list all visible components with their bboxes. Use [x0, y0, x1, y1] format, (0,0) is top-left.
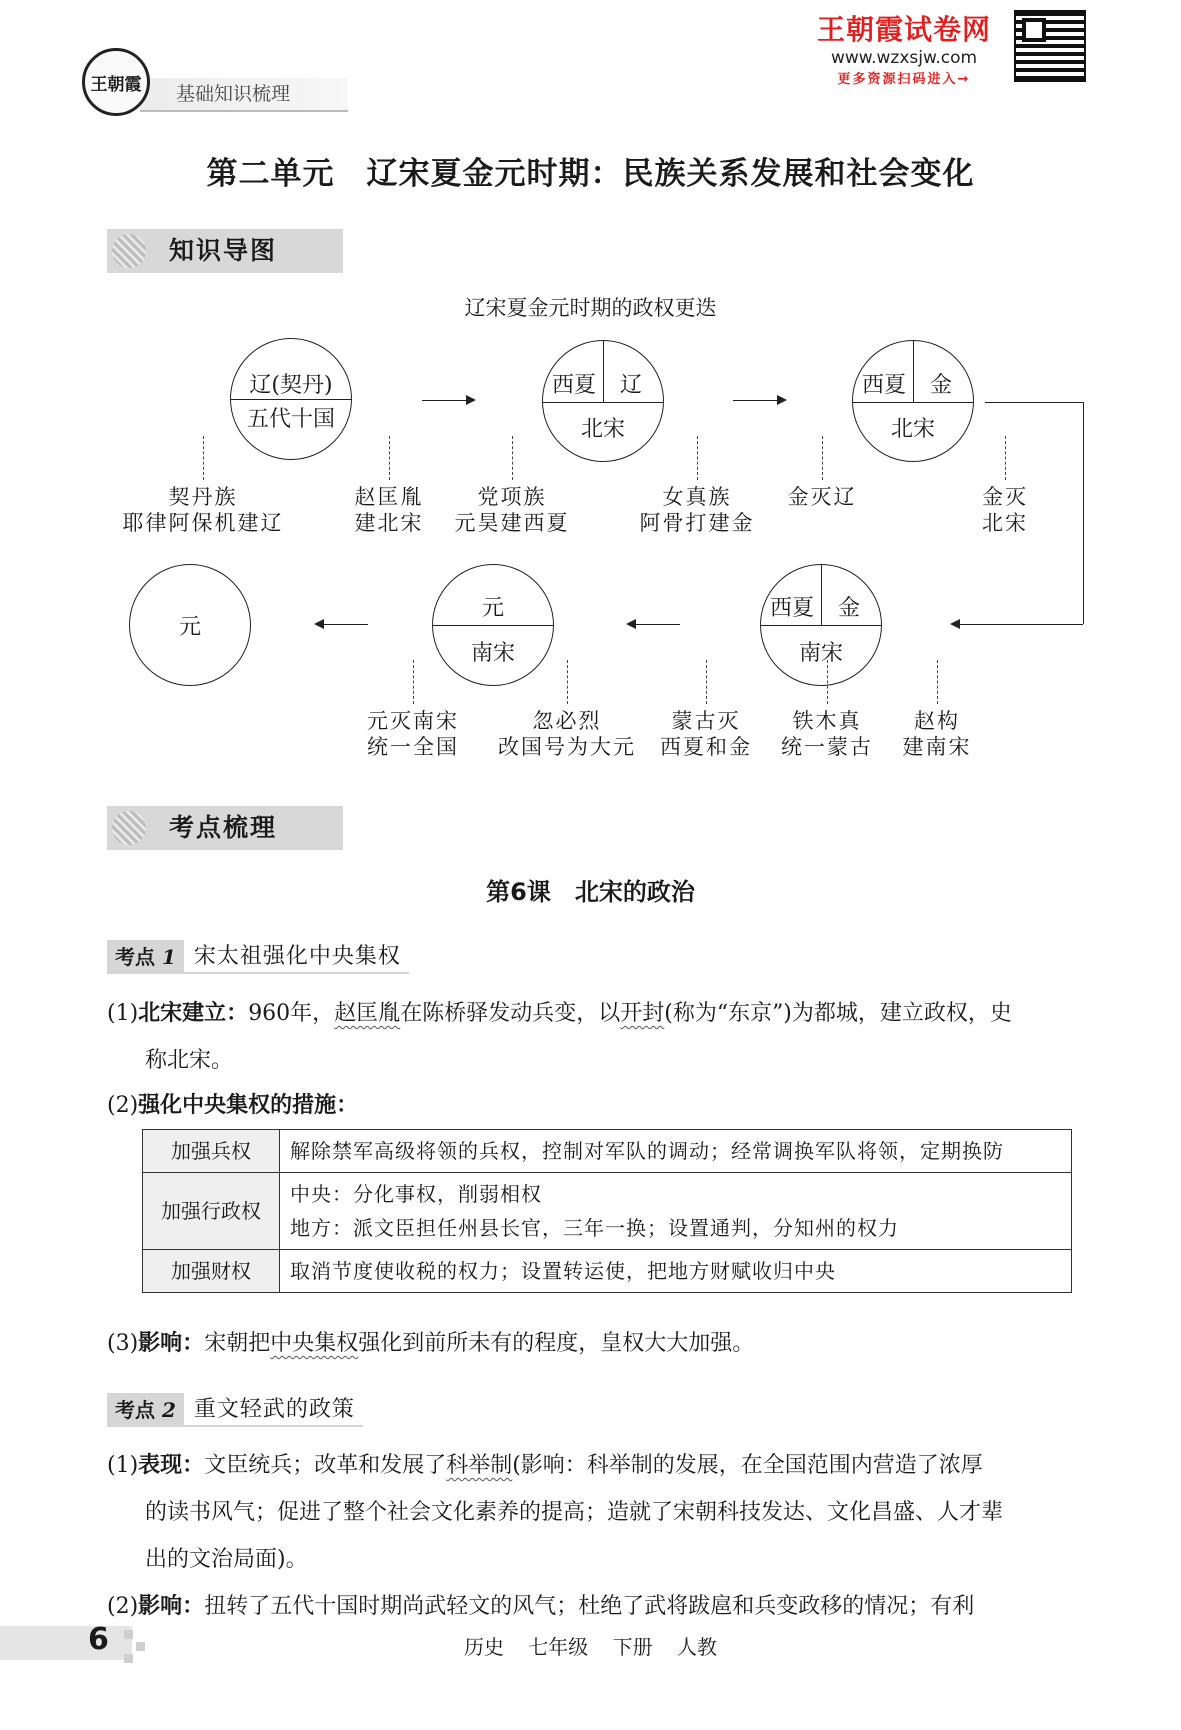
circle-label: 北宋	[890, 417, 935, 442]
arrow-left-icon	[316, 624, 368, 625]
table-key: 加强行政权	[143, 1173, 280, 1250]
event-label: 赵匡胤 建北宋	[354, 485, 424, 535]
table-value: 中央：分化事权，削弱相权 地方：派文臣担任州县长官，三年一换；设置通判，分知州的权力	[280, 1173, 1072, 1250]
banner-dot-icon	[112, 811, 146, 845]
brand-name: 王朝霞试卷网	[816, 13, 991, 46]
measures-table	[142, 1129, 1072, 1293]
dashed-leader	[822, 436, 823, 480]
brand-url[interactable]: www.wzxsjw.com	[830, 48, 978, 68]
paragraph-4: (1)表现：文臣统兵；改革和发展了科举制(影响：科举制的发展，在全国范围内营造了浓厚 的读书风气；促进了整个社会文化素养的提高；造就了宋朝科技发达、文化昌盛、人才辈 出的文治局面)。	[107, 1453, 1004, 1572]
dashed-leader	[203, 436, 204, 480]
header-rule	[140, 110, 348, 112]
circle-label: 西夏	[551, 373, 596, 398]
lesson-title: 第6课 北宋的政治	[486, 878, 695, 906]
dashed-leader	[827, 660, 828, 704]
table-row	[143, 1173, 1072, 1250]
circle-label: 南宋	[798, 641, 843, 666]
header-tab: 基础知识梳理	[140, 78, 348, 110]
dashed-leader	[567, 660, 568, 704]
event-label: 女真族 阿骨打建金	[639, 485, 755, 535]
event-label: 契丹族 耶律阿保机建辽	[122, 485, 284, 535]
circle-label: 辽	[619, 373, 642, 398]
paragraph-1: (1)北宋建立：960年，赵匡胤在陈桥驿发动兵变，以开封(称为“东京”)为都城，建立政权，史 称北宋。	[107, 1001, 1012, 1073]
table-value: 取消节度使收税的权力；设置转运使，把地方财赋收归中央	[280, 1250, 1072, 1293]
brand-block	[817, 8, 991, 87]
paragraph-3: (3)影响：宋朝把中央集权强化到前所未有的程度，皇权大大加强。	[107, 1331, 755, 1356]
key-point-name: 重文轻武的政策	[184, 1393, 363, 1427]
circle-label: 南宋	[470, 641, 515, 666]
circle-divider	[433, 625, 553, 626]
dashed-leader	[937, 660, 938, 704]
circle-label: 金	[929, 373, 952, 398]
footer-info: 历史 七年级 下册 人教	[463, 1635, 718, 1659]
unit-title: 第二单元 辽宋夏金元时期：民族关系发展和社会变化	[206, 156, 975, 192]
dashed-leader	[512, 436, 513, 480]
key-point-tag: 考点 2	[107, 1393, 184, 1427]
table-row	[143, 1130, 1072, 1173]
circle-label: 元	[481, 596, 504, 621]
circle-divider	[913, 341, 914, 402]
connector-line	[1083, 402, 1084, 624]
circle-label: 金	[837, 596, 860, 621]
publisher-logo: 王朝霞	[82, 48, 150, 116]
arrow-right-icon	[733, 400, 785, 401]
brand-slogan: 更多资源扫码进入→	[837, 72, 971, 87]
table-key: 加强财权	[143, 1250, 280, 1293]
event-label: 元灭南宋 统一全国	[367, 709, 459, 759]
event-label: 铁木真 统一蒙古	[781, 709, 873, 759]
event-label: 忽必烈 改国号为大元	[498, 709, 636, 759]
event-label: 赵构 建南宋	[902, 709, 972, 759]
page-number: 6	[88, 1622, 109, 1657]
circle-divider	[603, 341, 604, 402]
circle-label: 五代十国	[246, 407, 335, 432]
dashed-leader	[697, 436, 698, 480]
circle-label: 西夏	[861, 373, 906, 398]
circle-divider	[853, 402, 973, 403]
circle-label: 辽(契丹)	[249, 373, 333, 398]
circle-divider	[821, 565, 822, 625]
key-point-1	[107, 940, 409, 974]
circle-divider	[761, 625, 881, 626]
table-key: 加强兵权	[143, 1130, 280, 1173]
dashed-leader	[389, 436, 390, 480]
arrow-right-icon	[422, 400, 474, 401]
dashed-leader	[413, 660, 414, 704]
qr-code-icon[interactable]	[1014, 10, 1086, 82]
section-banner-review: 考点梳理	[107, 806, 343, 850]
section-banner-map: 知识导图	[107, 229, 343, 273]
circle-divider	[231, 399, 351, 400]
diagram-title: 辽宋夏金元时期的政权更迭	[464, 296, 717, 320]
event-label: 蒙古灭 西夏和金	[660, 709, 752, 759]
arrow-left-icon	[628, 624, 680, 625]
banner-dot-icon	[112, 234, 146, 268]
paragraph-2: (2)强化中央集权的措施：	[107, 1093, 359, 1118]
connector-line	[985, 402, 1083, 403]
event-label: 金灭辽	[787, 485, 857, 509]
circle-label: 元	[178, 615, 201, 640]
key-point-tag: 考点 1	[107, 940, 184, 974]
key-point-2	[107, 1393, 363, 1427]
circle-divider	[543, 402, 663, 403]
key-point-name: 宋太祖强化中央集权	[184, 940, 409, 974]
table-row	[143, 1250, 1072, 1293]
dashed-leader	[706, 660, 707, 704]
table-value: 解除禁军高级将领的兵权，控制对军队的调动；经常调换军队将领，定期换防	[280, 1130, 1072, 1173]
event-label: 党项族 元昊建西夏	[454, 485, 570, 535]
circle-label: 西夏	[769, 596, 814, 621]
dashed-leader	[1005, 436, 1006, 480]
event-label: 金灭 北宋	[982, 485, 1028, 535]
arrow-left-icon	[952, 624, 1083, 625]
paragraph-5: (2)影响：扭转了五代十国时期尚武轻文的风气；杜绝了武将跋扈和兵变政移的情况；有利	[107, 1594, 975, 1619]
circle-label: 北宋	[580, 417, 625, 442]
